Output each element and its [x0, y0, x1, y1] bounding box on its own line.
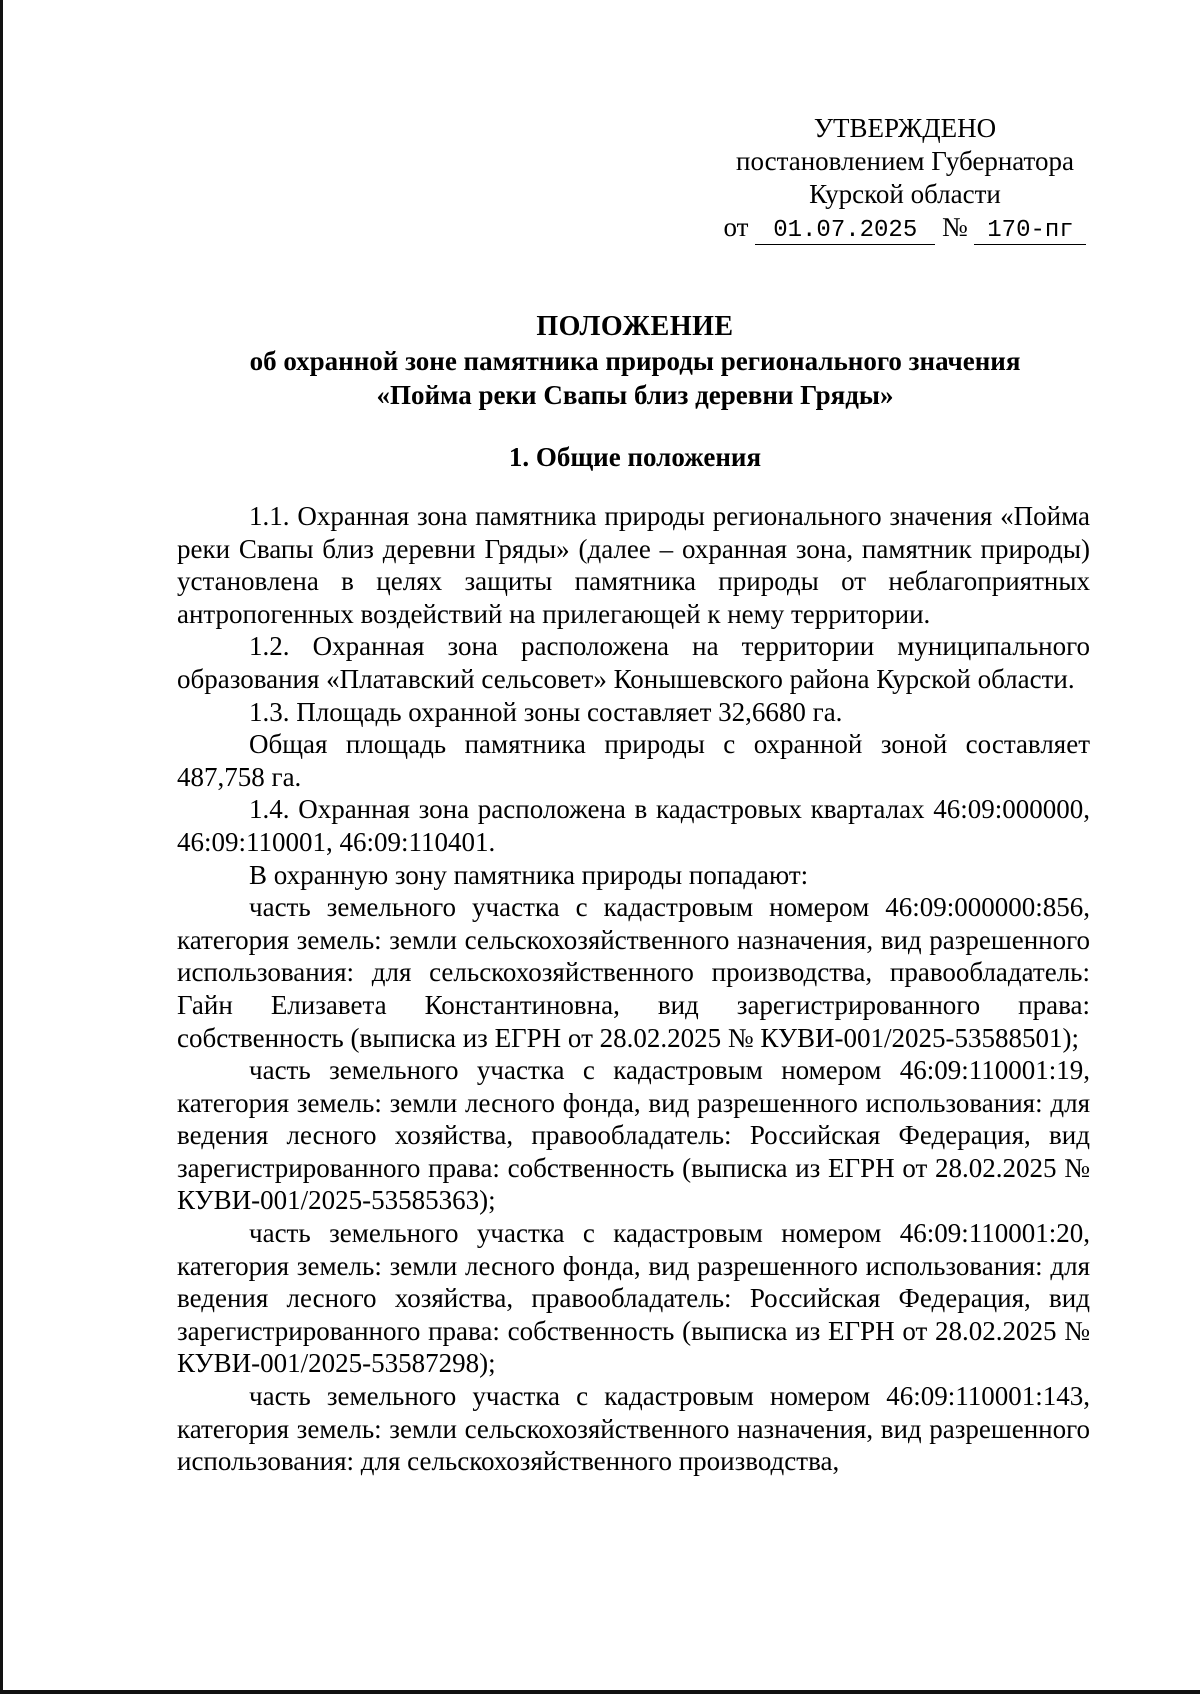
approval-number: 170-пг	[974, 218, 1086, 245]
approval-block	[720, 112, 1090, 245]
list-item: часть земельного участка с кадастровым номером 46:09:110001:143, категория земель: земли сельскохозяйственного назначения, вид разрешенного использования: для сельскохозяйственного производства,	[177, 1381, 1090, 1477]
paragraph-1-3: 1.3. Площадь охранной зоны составляет 32,6680 га.	[249, 696, 843, 727]
list-item: часть земельного участка с кадастровым номером 46:09:110001:20, категория земель: земли лесного фонда, вид разрешенного использования: для ведения лесного хозяйства, правообладатель: Российская Федерация, вид зарегистрированного права: собственность (выписка из ЕГРН от 28.02.2025 № КУВИ-001/2025-53587298);	[177, 1218, 1090, 1379]
section-heading: 1. Общие положения	[508, 442, 762, 472]
approval-date: 01.07.2025	[755, 218, 935, 245]
document-title-block	[180, 310, 1090, 412]
paragraph-included-intro: В охранную зону памятника природы попадают:	[249, 859, 809, 890]
list-item: часть земельного участка с кадастровым номером 46:09:110001:19, категория земель: земли лесного фонда, вид разрешенного использования: для ведения лесного хозяйства, правообладатель: Российская Федерация, вид зарегистрированного права: собственность (выписка из ЕГРН от 28.02.2025 № КУВИ-001/2025-53585363);	[177, 1055, 1090, 1216]
paragraph-1-1: 1.1. Охранная зона памятника природы регионального значения «Пойма реки Свапы близ деревни Гряды» (далее – охранная зона, памятник природы) установлена в целях защиты памятника природы от неблагоприятных антропогенных воздействий на прилегающей к нему территории.	[177, 501, 1090, 629]
paragraph-total-area: Общая площадь памятника природы с охранной зоной составляет 487,758 га.	[177, 729, 1090, 792]
number-sign: №	[941, 212, 968, 242]
scan-edge-bottom	[0, 1690, 1200, 1694]
document-title: ПОЛОЖЕНИЕ	[536, 311, 734, 342]
approval-region: Курской области	[809, 179, 1001, 209]
date-prefix: от	[723, 212, 749, 242]
document-subtitle-line2: «Пойма реки Свапы близ деревни Гряды»	[376, 380, 894, 410]
section-body	[177, 500, 1090, 1478]
approval-authority: постановлением Губернатора	[736, 146, 1074, 176]
scan-edge-left	[0, 0, 3, 1690]
paragraph-1-2: 1.2. Охранная зона расположена на территории муниципального образования «Платавский сельсовет» Конышевского района Курской области.	[177, 631, 1090, 694]
document-subtitle-line1: об охранной зоне памятника природы регионального значения	[249, 346, 1021, 376]
approval-title: УТВЕРЖДЕНО	[813, 113, 997, 143]
paragraph-1-4: 1.4. Охранная зона расположена в кадастровых кварталах 46:09:000000, 46:09:110001, 46:09:110401.	[177, 794, 1090, 857]
list-item: часть земельного участка с кадастровым номером 46:09:000000:856, категория земель: земли сельскохозяйственного назначения, вид разрешенного использования: для сельскохозяйственного производства, правообладатель: Гайн Елизавета Константиновна, вид зарегистрированного права: собственность (выписка из ЕГРН от 28.02.2025 № КУВИ-001/2025-53588501);	[177, 892, 1090, 1053]
approval-date-line	[720, 211, 1090, 245]
